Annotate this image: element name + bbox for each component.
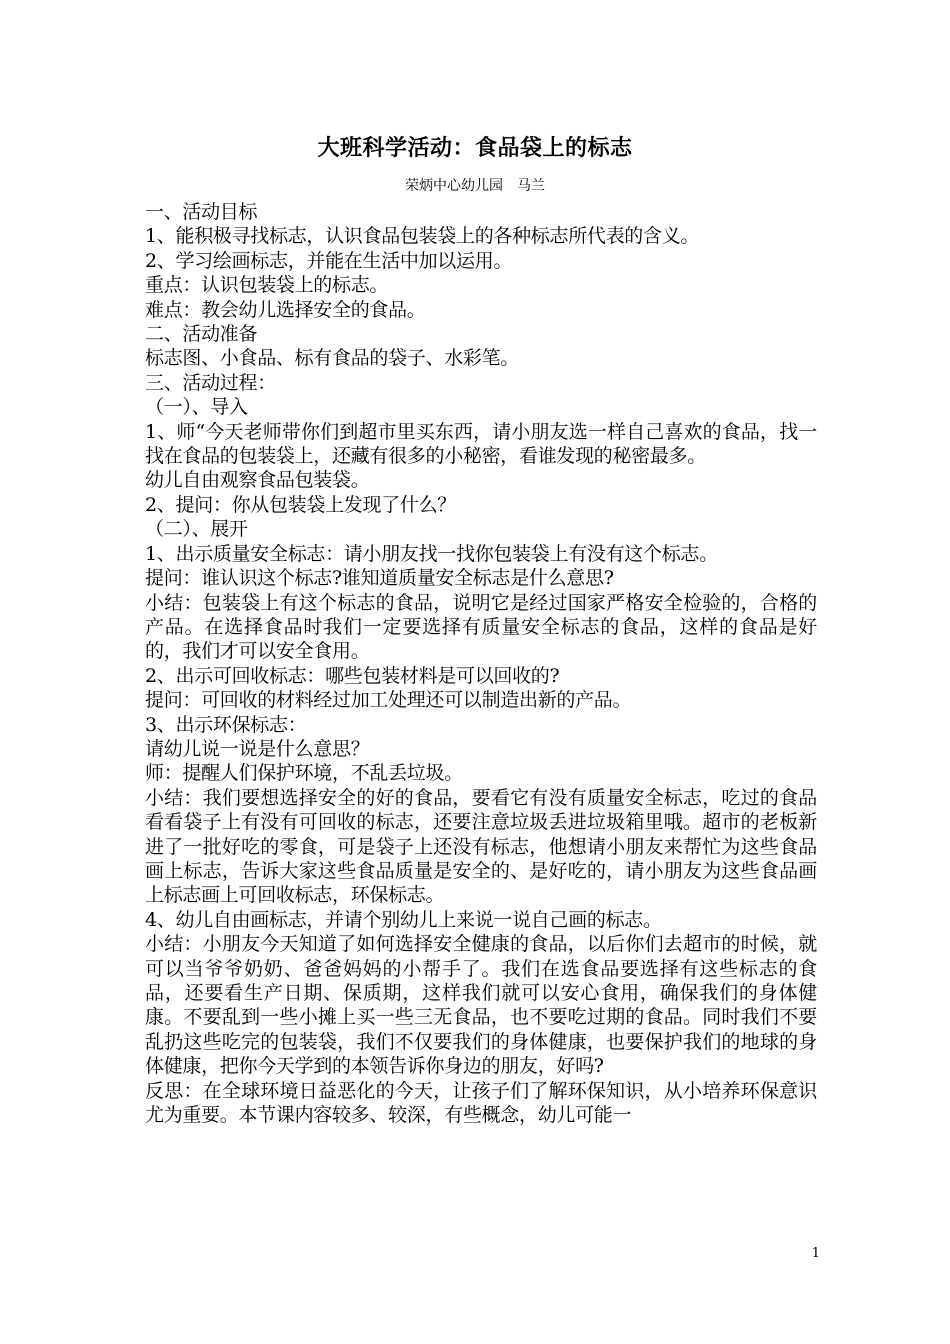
page-number: 1 [811,1246,820,1261]
paragraph: 一、活动目标 [145,201,258,223]
paragraph: 2、学习绘画标志，并能在生活中加以运用。 [145,249,513,272]
paragraph: （一）、导入 [145,396,248,419]
document-body [145,200,817,1127]
paragraph: 小结：包装袋上有这个标志的食品，说明它是经过国家严格安全检验的，合格的产品。在选择食品时我们一定要选择有质量安全标志的食品，这样的食品是好的，我们才可以安全食用。 [145,591,817,663]
paragraph: 4、幼儿自由画标志，并请个别幼儿上来说一说自己画的标志。 [145,908,662,931]
paragraph: 2、出示可回收标志：哪些包装材料是可以回收的? [145,664,560,687]
paragraph: 小结：我们要想选择安全的好的食品，要看它有没有质量安全标志，吃过的食品看看袋子上有没有可回收的标志，还要注意垃圾丢进垃圾箱里哦。超市的老板新进了一批好吃的零食，可是袋子上还没有标志，他想请小朋友来帮忙为这些食品画上标志，告诉大家这些食品质量是安全的、是好吃的，请小朋友为这些食品画上标志画上可回收标志，环保标志。 [145,786,817,907]
document-author: 荣炳中心幼儿园 马兰 [405,178,545,194]
paragraph: 请幼儿说一说是什么意思？ [145,737,370,760]
paragraph: 幼儿自由观察食品包装袋。 [145,469,370,492]
paragraph: 2、提问：你从包装袋上发现了什么？ [145,493,456,516]
paragraph: 师：提醒人们保护环境，不乱丢垃圾。 [145,762,463,785]
document-title: 大班科学活动：食品袋上的标志 [317,136,633,161]
paragraph: 难点：教会幼儿选择安全的食品。 [145,298,426,321]
paragraph: 1、出示质量安全标志：请小朋友找一找你包装袋上有没有这个标志。 [145,542,718,565]
paragraph: 1、能积极寻找标志，认识食品包装袋上的各种标志所代表的含义。 [145,225,700,248]
paragraph: 二、活动准备 [145,323,258,346]
paragraph: 1、师“今天老师带你们到超市里买东西，请小朋友选一样自己喜欢的食品，找一找在食品的包装袋上，还藏有很多的小秘密，看谁发现的秘密最多。 [145,420,817,468]
paragraph: 提问：谁认识这个标志?谁知道质量安全标志是什么意思? [145,567,614,590]
paragraph: 标志图、小食品、标有食品的袋子、水彩笔。 [145,347,520,370]
paragraph: 三、活动过程： [145,371,276,394]
paragraph: 小结：小朋友今天知道了如何选择安全健康的食品，以后你们去超市的时候，就可以当爷爷奶奶、爸爸妈妈的小帮手了。我们在选食品要选择有这些标志的食品，还要看生产日期、保质期，这样我们就可以安心食用，确保我们的身体健康。不要乱到一些小摊上买一些三无食品，也不要吃过期的食品。同时我们不要乱扔这些吃完的包装袋，我们不仅要我们的身体健康，也要保护我们的地球的身体健康，把你今天学到的本领告诉你身边的朋友，好吗? [145,933,817,1078]
paragraph: 3、出示环保标志： [145,713,307,736]
paragraph: （二）、展开 [145,518,248,541]
paragraph: 重点：认识包装袋上的标志。 [145,274,389,297]
paragraph: 提问：可回收的材料经过加工处理还可以制造出新的产品。 [145,689,632,712]
paragraph: 反思：在全球环境日益恶化的今天，让孩子们了解环保知识，从小培养环保意识尤为重要。本节课内容较多、较深，有些概念，幼儿可能一 [145,1079,817,1127]
